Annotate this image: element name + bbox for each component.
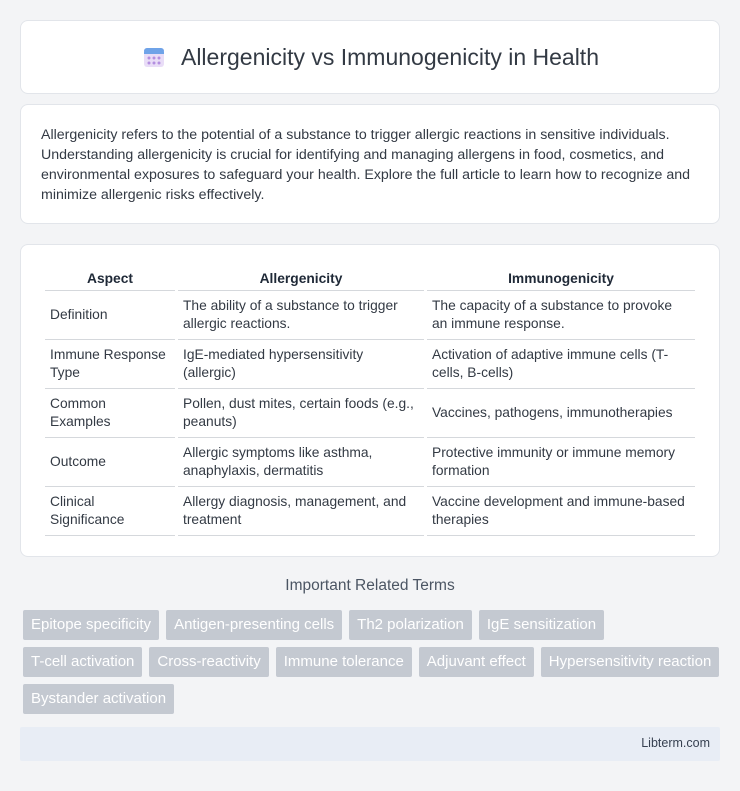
term-chip[interactable]: Th2 polarization [349, 610, 472, 640]
comparison-table [42, 267, 698, 536]
table-cell: Activation of adaptive immune cells (T-cells, B-cells) [427, 340, 695, 389]
calendar-icon [141, 44, 167, 70]
table-cell: The capacity of a substance to provoke an immune response. [427, 291, 695, 340]
table-cell: Allergic symptoms like asthma, anaphylaxis, dermatitis [178, 438, 424, 487]
table-cell: Vaccines, pathogens, immunotherapies [427, 389, 695, 438]
term-chip[interactable]: Bystander activation [23, 684, 174, 714]
table-row [45, 291, 695, 340]
page-title: Allergenicity vs Immunogenicity in Health [180, 43, 599, 70]
table-cell: Vaccine development and immune-based therapies [427, 487, 695, 536]
table-cell: Allergy diagnosis, management, and treatment [178, 487, 424, 536]
table-row [45, 438, 695, 487]
term-chip[interactable]: Immune tolerance [276, 647, 412, 677]
header-card [20, 20, 720, 94]
related-terms-list [23, 610, 723, 714]
table-header-row [45, 267, 695, 291]
intro-text: Allergenicity refers to the potential of a substance to trigger allergic reactions in sensitive individuals. Understanding allergenicity is crucial for identifying and managing allergens in food, cosmetics, and environmental exposures to safeguard your health. Explore the full article to learn how to recognize and minimize allergenic risks effectively. [41, 127, 691, 203]
term-chip[interactable]: Epitope specificity [23, 610, 159, 640]
term-chip[interactable]: Adjuvant effect [419, 647, 534, 677]
term-chip[interactable]: T-cell activation [23, 647, 142, 677]
table-row [45, 340, 695, 389]
table-cell: Protective immunity or immune memory formation [427, 438, 695, 487]
footer-brand-link[interactable]: Libterm.com [641, 736, 710, 750]
table-row [45, 389, 695, 438]
term-chip[interactable]: Cross-reactivity [149, 647, 268, 677]
column-header: Allergenicity [178, 267, 424, 291]
table-cell: Common Examples [45, 389, 175, 438]
table-cell: Definition [45, 291, 175, 340]
table-cell: Immune Response Type [45, 340, 175, 389]
term-chip[interactable]: Antigen-presenting cells [166, 610, 342, 640]
table-cell: Pollen, dust mites, certain foods (e.g., peanuts) [178, 389, 424, 438]
related-terms-title: Important Related Terms [285, 577, 455, 594]
column-header: Aspect [45, 267, 175, 291]
table-row [45, 487, 695, 536]
table-cell: IgE-mediated hypersensitivity (allergic) [178, 340, 424, 389]
table-cell: Clinical Significance [45, 487, 175, 536]
footer [20, 727, 720, 761]
comparison-table-card [20, 244, 720, 557]
term-chip[interactable]: IgE sensitization [479, 610, 604, 640]
table-cell: The ability of a substance to trigger allergic reactions. [178, 291, 424, 340]
column-header: Immunogenicity [427, 267, 695, 291]
term-chip[interactable]: Hypersensitivity reaction [541, 647, 720, 677]
table-cell: Outcome [45, 438, 175, 487]
intro-card [20, 104, 720, 224]
